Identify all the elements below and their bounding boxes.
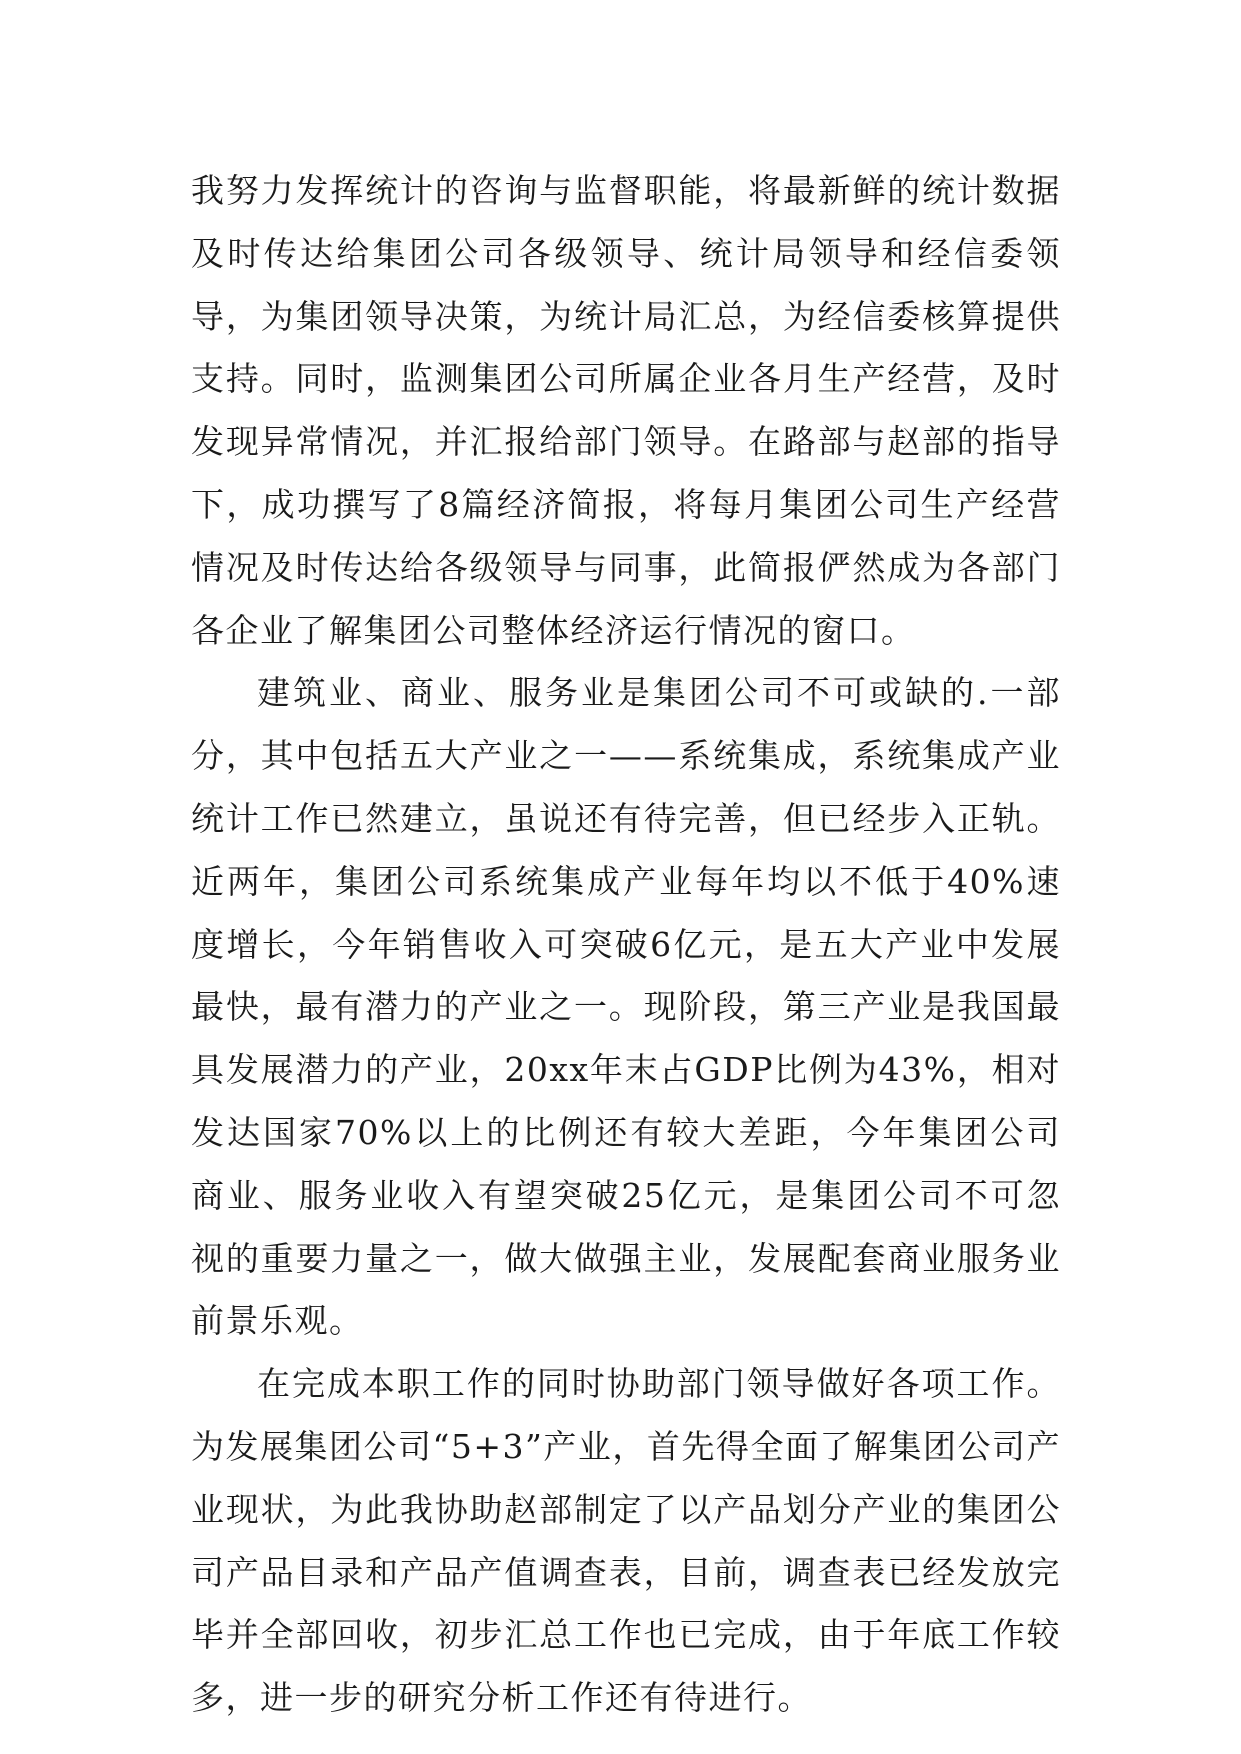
paragraph-assist-leadership: 在完成本职工作的同时协助部门领导做好各项工作。为发展集团公司“5+3”产业，首先得全面了解集团公司产业现状，为此我协助赵部制定了以产品划分产业的集团公司产品目录和产品产值调查表，目前，调查表已经发放完毕并全部回收，初步汇总工作也已完成，由于年底工作较多，进一步的研究分析工作还有待进行。 xyxy=(191,1364,1061,1718)
paragraph-industry-statistics: 建筑业、商业、服务业是集团公司不可或缺的.一部分，其中包括五大产业之一——系统集成，系统集成产业统计工作已然建立，虽说还有待完善，但已经步入正轨。近两年，集团公司系统集成产业每年均以不低于40%速度增长，今年销售收入可突破6亿元，是五大产业中发展最快，最有潜力的产业之一。现阶段，第三产业是我国最具发展潜力的产业，20xx年末占GDP比例为43%，相对发达国家70%以上的比例还有较大差距，今年集团公司商业、服务业收入有望突破25亿元，是集团公司不可忽视的重要力量之一，做大做强主业，发展配套商业服务业前景乐观。 xyxy=(191,673,1061,1341)
paragraph-statistics-work: 我努力发挥统计的咨询与监督职能，将最新鲜的统计数据及时传达给集团公司各级领导、统计局领导和经信委领导，为集团领导决策，为统计局汇总，为经信委核算提供支持。同时，监测集团公司所属企业各月生产经营，及时发现异常情况，并汇报给部门领导。在路部与赵部的指导下，成功撰写了8篇经济简报，将每月集团公司生产经营情况及时传达给各级领导与同事，此简报俨然成为各部门各企业了解集团公司整体经济运行情况的窗口。 xyxy=(191,171,1061,650)
document-body xyxy=(191,160,1061,1730)
